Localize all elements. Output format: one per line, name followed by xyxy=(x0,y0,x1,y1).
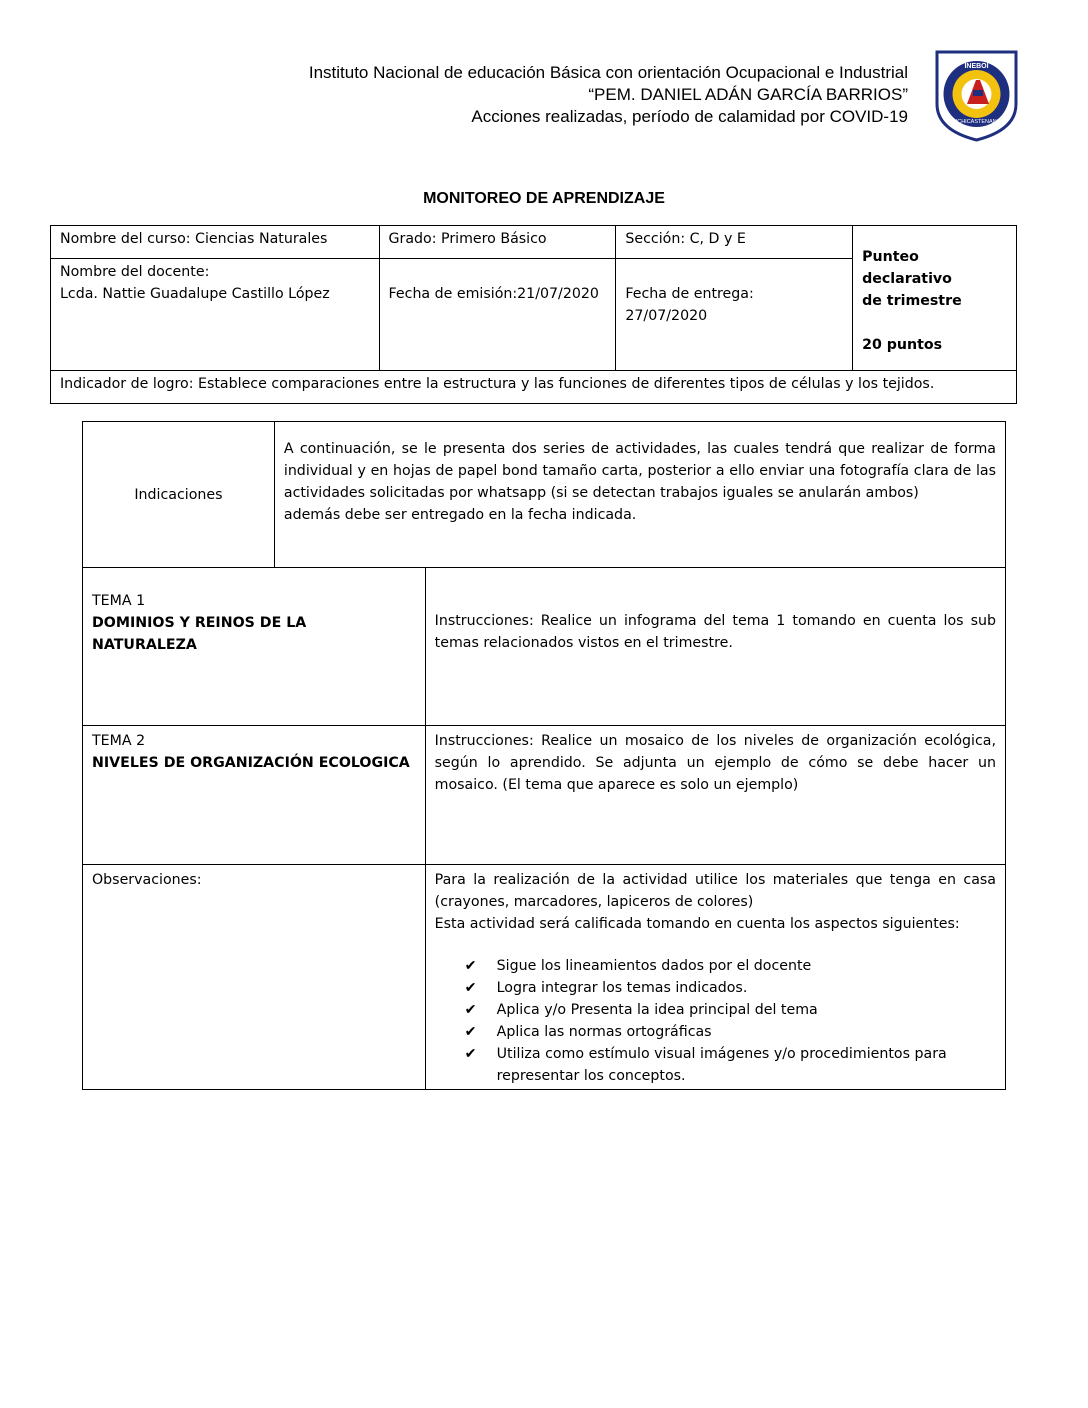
grade: Grado: Primero Básico xyxy=(379,226,616,259)
topic2-label: TEMA 2 xyxy=(92,733,146,749)
criteria-item xyxy=(465,999,996,1021)
activities-table xyxy=(82,421,1006,1090)
observations-label: Observaciones: xyxy=(83,865,426,1090)
criteria-text: Sigue los lineamientos dados por el docente xyxy=(496,958,812,974)
topic1-title: DOMINIOS Y REINOS DE LA NATURALEZA xyxy=(92,615,307,653)
indications-text-2: además debe ser entregado en la fecha indicada. xyxy=(283,507,637,523)
topic1-instructions: Instrucciones: Realice un infograma del tema 1 tomando en cuenta los sub temas relacionados vistos en el trimestre. xyxy=(425,568,1005,726)
topic1-label: TEMA 1 xyxy=(92,593,146,609)
school-logo xyxy=(933,46,1020,142)
logo-text-bottom: CHICHICASTENANGO xyxy=(947,119,1006,125)
criteria-text: Aplica y/o Presenta la idea principal del tema xyxy=(496,1002,818,1018)
score-points: 20 puntos xyxy=(862,337,943,353)
criteria-item xyxy=(465,1021,996,1043)
checkmark-icon: ✔ xyxy=(464,1046,477,1062)
criteria-item xyxy=(465,955,996,977)
criteria-text: Utiliza como estímulo visual imágenes y/o procedimientos para representar los conceptos. xyxy=(496,1046,947,1084)
document-header xyxy=(309,62,908,128)
teacher-name: Lcda. Nattie Guadalupe Castillo López xyxy=(60,286,330,302)
achievement-indicator: Indicador de logro: Establece comparaciones entre la estructura y las funciones de diferentes tipos de células y los tejidos. xyxy=(51,371,1017,404)
criteria-text: Logra integrar los temas indicados. xyxy=(496,980,748,996)
document-context: Acciones realizadas, período de calamidad por COVID-19 xyxy=(471,107,908,126)
indications-text: A continuación, se le presenta dos series de actividades, las cuales tendrá que realizar de forma individual y en hojas de papel bond tamaño carta, posterior a ello enviar una fotografía clara de las actividades solicitadas por whatsapp (si se detectan trabajos iguales se anularán ambos) xyxy=(283,441,996,501)
section: Sección: C, D y E xyxy=(616,226,853,259)
topic2-title: NIVELES DE ORGANIZACIÓN ECOLOGICA xyxy=(92,755,410,771)
criteria-item xyxy=(465,977,996,999)
checkmark-icon: ✔ xyxy=(464,1024,477,1040)
teacher-cell xyxy=(51,259,380,371)
criteria-text: Aplica las normas ortográficas xyxy=(496,1024,712,1040)
indications-text-cell xyxy=(274,422,1005,568)
issue-date: Fecha de emisión:21/07/2020 xyxy=(379,259,616,371)
institution-name: Instituto Nacional de educación Básica con orientación Ocupacional e Industrial xyxy=(308,63,908,82)
institution-subtitle: “PEM. DANIEL ADÁN GARCÍA BARRIOS” xyxy=(588,85,908,104)
teacher-label: Nombre del docente: xyxy=(60,264,210,280)
delivery-date: 27/07/2020 xyxy=(625,308,708,324)
observations-cell xyxy=(425,865,1005,1090)
criteria-list xyxy=(435,955,996,1087)
topic1-cell xyxy=(83,568,426,726)
checkmark-icon: ✔ xyxy=(464,980,477,996)
score-label-line1: Punteo declarativo xyxy=(862,249,952,287)
document-title: MONITOREO DE APRENDIZAJE xyxy=(423,190,665,207)
logo-text-top: INEBOI xyxy=(964,63,989,70)
topic2-cell xyxy=(83,726,426,865)
indications-label: Indicaciones xyxy=(83,422,275,568)
observations-criteria-intro: Esta actividad será calificada tomando en cuenta los aspectos siguientes: xyxy=(434,916,960,932)
course-info-table xyxy=(50,225,1017,404)
delivery-label: Fecha de entrega: xyxy=(625,286,754,302)
checkmark-icon: ✔ xyxy=(464,958,477,974)
topic2-instructions: Instrucciones: Realice un mosaico de los niveles de organización ecológica, según lo aprendido. Se adjunta un ejemplo de cómo se debe hacer un mosaico. (El tema que aparece es solo un ejemplo) xyxy=(425,726,1005,865)
delivery-date-cell xyxy=(616,259,853,371)
criteria-item xyxy=(465,1043,996,1087)
score-label-line2: de trimestre xyxy=(862,293,962,309)
course-name: Nombre del curso: Ciencias Naturales xyxy=(51,226,380,259)
observations-materials: Para la realización de la actividad utilice los materiales que tenga en casa (crayones, marcadores, lapiceros de colores) xyxy=(434,872,996,910)
checkmark-icon: ✔ xyxy=(464,1002,477,1018)
score-cell xyxy=(853,226,1017,371)
